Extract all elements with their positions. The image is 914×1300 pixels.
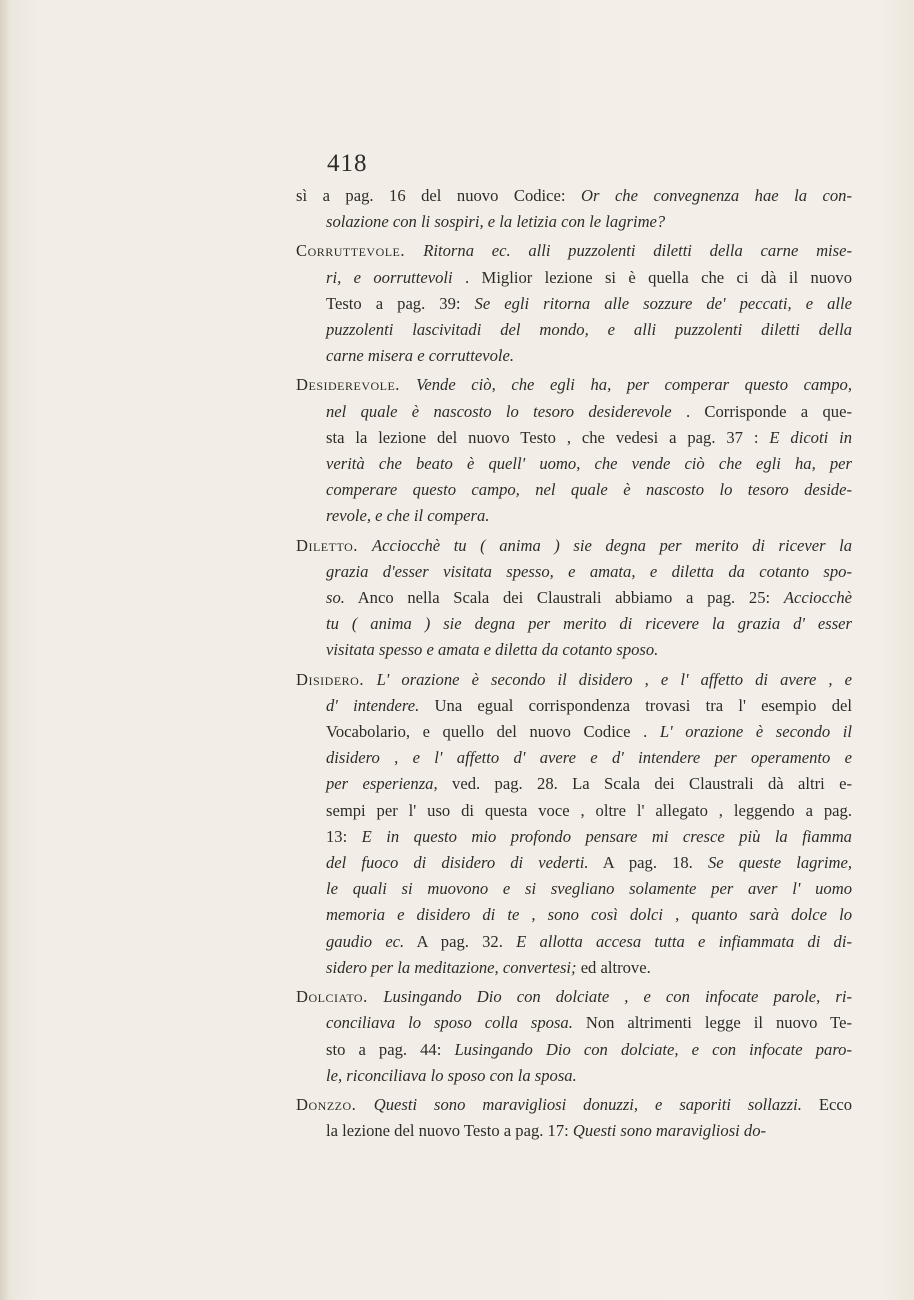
text-line (296, 1010, 852, 1036)
quotation-text: memoria e disidero di te , sono così dolci , quanto sarà dolce lo (326, 905, 852, 925)
quotation-text: Se egli ritorna alle sozzure de' peccati, e alle (474, 293, 852, 313)
quotation-text: puzzolenti lascivitadi del mondo, e alli puzzolenti diletti della (326, 320, 852, 340)
text-line (296, 1092, 852, 1118)
entry-headword: Corruttevole. (296, 241, 424, 261)
text-line (296, 477, 852, 503)
quotation-text: so. (326, 588, 345, 608)
commentary-text: sempi per l' uso di questa voce , oltre l' allegato , leggendo a pag. (326, 800, 852, 820)
quotation-text: Questi sono maravigliosi do- (572, 1121, 767, 1141)
commentary-text: A pag. 32. (404, 931, 517, 951)
commentary-text: Testo a pag. 39: (326, 293, 475, 313)
dictionary-entry (296, 372, 852, 529)
entry-headword: Dolciato. (296, 987, 384, 1007)
quotation-text: L' orazione è secondo il (659, 722, 852, 742)
text-line (296, 399, 852, 425)
text-line (296, 372, 852, 398)
quotation-text: Questi sono maravigliosi donuzzi, e saporiti sollazzi. (373, 1094, 802, 1114)
dictionary-entry (296, 238, 852, 369)
text-line (296, 559, 852, 585)
text-line (296, 183, 852, 209)
page-number: 418 (327, 150, 368, 177)
text-line (296, 1037, 852, 1063)
text-line (296, 693, 852, 719)
dictionary-entry (296, 183, 852, 235)
text-line (296, 637, 852, 663)
text-line (296, 771, 852, 797)
quotation-text: le, riconciliava lo sposo con la sposa. (326, 1065, 577, 1085)
quotation-text: E allotta accesa tutta e infiammata di di- (516, 931, 852, 951)
text-line (296, 1063, 852, 1089)
quotation-text: Lusingando Dio con dolciate, e con infocate paro- (454, 1039, 852, 1059)
text-line (296, 1118, 852, 1144)
quotation-text: carne misera e corruttevole. (326, 346, 515, 366)
quotation-text: le quali si muovono e si svegliano solamente per aver l' uomo (326, 879, 852, 899)
text-line (296, 667, 852, 693)
text-line (296, 317, 852, 343)
quotation-text: gaudio ec. (326, 931, 405, 951)
quotation-text: solazione con li sospiri, e la letizia con le lagrime? (326, 212, 666, 232)
text-line (296, 611, 852, 637)
quotation-text: Se queste lagrime, (707, 853, 852, 873)
text-line (296, 291, 852, 317)
quotation-text: verità che beato è quell' uomo, che vende ciò che egli ha, per (326, 454, 852, 474)
quotation-text: L' orazione è secondo il disidero , e l' affetto di avere , e (376, 669, 852, 689)
quotation-text: disidero , e l' affetto d' avere e d' intendere per operamento e (326, 748, 852, 768)
quotation-text: Lusingando Dio con dolciate , e con infocate parole, ri- (383, 987, 852, 1007)
quotation-text: del fuoco di disidero di vederti. (326, 853, 589, 873)
dictionary-entry (296, 667, 852, 981)
body-text (296, 183, 852, 1147)
text-line (296, 238, 852, 264)
text-line (296, 209, 852, 235)
text-line (296, 955, 852, 981)
text-line (296, 533, 852, 559)
text-line (296, 585, 852, 611)
entry-headword: Desiderevole. (296, 375, 417, 395)
commentary-text: ed altrove. (576, 957, 651, 977)
entry-headword: Diletto. (296, 535, 372, 555)
commentary-text: sta la lezione del nuovo Testo , che vedesi a pag. 37 : (326, 427, 770, 447)
commentary-text: . Miglior lezione si è quella che ci dà il nuovo (452, 267, 853, 287)
quotation-text: grazia d'esser visitata spesso, e amata, e diletta da cotanto spo- (326, 561, 852, 581)
quotation-text: nel quale è nascosto lo tesoro desiderevole (326, 401, 672, 421)
quotation-text: d' intendere. (326, 695, 420, 715)
commentary-text: Vocabolario, e quello del nuovo Codice . (326, 722, 660, 742)
commentary-text: Una egual corrispondenza trovasi tra l' esempio del (419, 695, 852, 715)
text-line (296, 503, 852, 529)
commentary-text: 13: (326, 826, 362, 846)
dictionary-entry (296, 984, 852, 1089)
text-line (296, 719, 852, 745)
quotation-text: E in questo mio profondo pensare mi cresce più la fiamma (361, 826, 852, 846)
text-line (296, 929, 852, 955)
quotation-text: conciliava lo sposo colla sposa. (326, 1013, 573, 1033)
commentary-text: . Corrisponde a que- (671, 401, 852, 421)
quotation-text: tu ( anima ) sie degna per merito di ricevere la grazia d' esser (326, 614, 852, 634)
text-line (296, 425, 852, 451)
text-line (296, 824, 852, 850)
quotation-text: revole, e che il compera. (326, 506, 490, 526)
text-line (296, 265, 852, 291)
quotation-text: Acciocchè tu ( anima ) sie degna per merito di ricever la (371, 535, 852, 555)
commentary-text: Ecco (801, 1094, 852, 1114)
quotation-text: per esperienza, (326, 774, 438, 794)
text-line (296, 451, 852, 477)
dictionary-entry (296, 1092, 852, 1144)
commentary-text: la lezione del nuovo Testo a pag. 17: (326, 1121, 573, 1141)
quotation-text: Or che convegnenza hae la con- (581, 186, 853, 205)
quotation-text: Vende ciò, che egli ha, per comperar questo campo, (416, 375, 853, 395)
text-line (296, 798, 852, 824)
quotation-text: Ritorna ec. alli puzzolenti diletti della carne mise- (423, 241, 853, 261)
quotation-text: sidero per la meditazione, convertesi; (326, 957, 577, 977)
text-line (296, 902, 852, 928)
commentary-text: Anco nella Scala dei Claustrali abbiamo a pag. 25: (344, 588, 784, 608)
commentary-text: sì a pag. 16 del nuovo Codice: (296, 186, 581, 205)
text-line (296, 876, 852, 902)
commentary-text: sto a pag. 44: (326, 1039, 455, 1059)
quotation-text: E dicoti in (769, 427, 852, 447)
text-line (296, 850, 852, 876)
quotation-text: visitata spesso e amata e diletta da cotanto sposo. (326, 640, 659, 660)
quotation-text: Acciocchè (783, 588, 852, 608)
entry-headword: Donzzo. (296, 1094, 374, 1114)
text-line (296, 343, 852, 369)
page-binding-shadow (0, 0, 10, 1300)
text-line (296, 984, 852, 1010)
text-line (296, 745, 852, 771)
entry-headword: Disidero. (296, 669, 377, 689)
quotation-text: ri, e oorruttevoli (326, 267, 453, 287)
dictionary-entry (296, 533, 852, 664)
commentary-text: ved. pag. 28. La Scala dei Claustrali dà altri e- (437, 774, 852, 794)
commentary-text: A pag. 18. (588, 853, 708, 873)
quotation-text: comperare questo campo, nel quale è nascosto lo tesoro deside- (326, 480, 852, 500)
commentary-text: Non altrimenti legge il nuovo Te- (572, 1013, 852, 1033)
